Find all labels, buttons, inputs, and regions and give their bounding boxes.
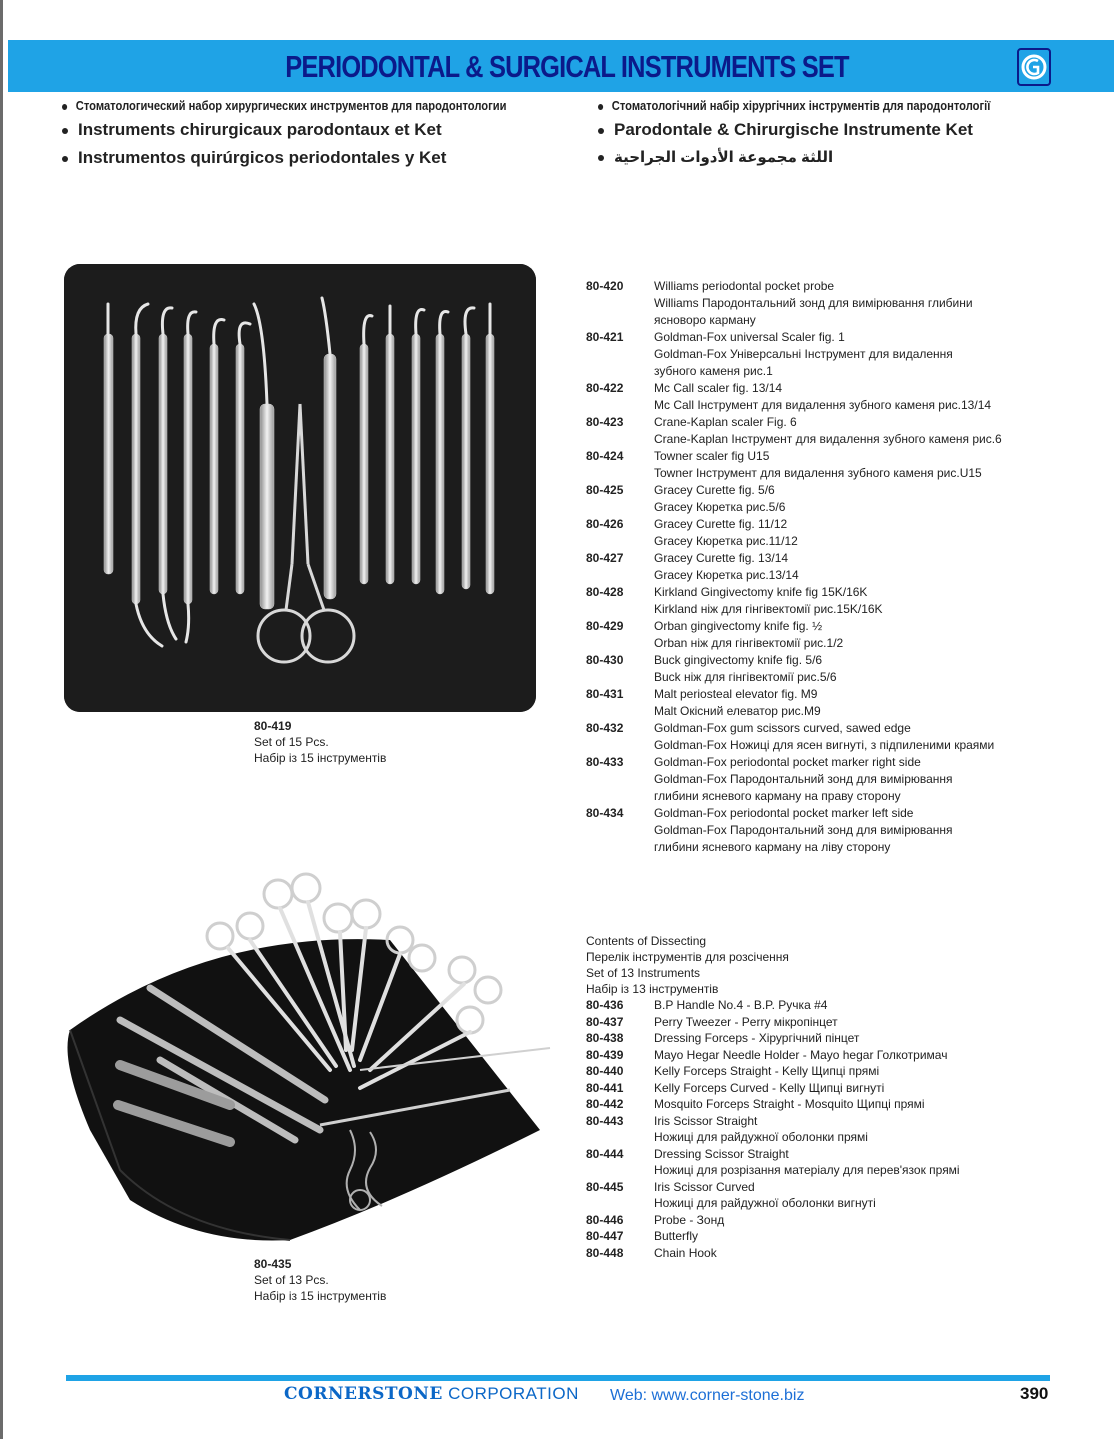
catalog-item: 80-422 Mc Call scaler fig. 13/14 Mc Call Інструмент для видалення зубного каменя рис.13/14 <box>586 381 992 412</box>
subtitles-right <box>598 98 1054 176</box>
dissect-item: 80-436 B.P Handle No.4 - B.P. Ручка #4 <box>586 998 828 1012</box>
set1-line1: Set of 15 Pcs. <box>254 735 329 749</box>
dissect-item: 80-447 Butterfly <box>586 1229 699 1243</box>
dissect-header-1: Contents of Dissecting <box>586 934 707 948</box>
set1-caption <box>254 718 386 766</box>
catalog-item: 80-433 Goldman-Fox periodontal pocket marker right side Goldman-Fox Пародонтальний зонд для вимірювання глибини ясневого карману на праву сторону <box>586 755 953 803</box>
dissecting-contents-list <box>586 933 1086 1261</box>
catalog-item: 80-428 Kirkland Gingivectomy knife fig 15K/16K Kirkland ніж для гінгівектомії рис.15K/16K <box>586 585 883 616</box>
page-border <box>0 0 3 1439</box>
catalog-item: 80-432 Goldman-Fox gum scissors curved, sawed edge Goldman-Fox Ножиці для ясен вигнуті, з підпиленими краями <box>586 721 995 752</box>
set2-line1: Set of 13 Pcs. <box>254 1273 329 1287</box>
dissect-header-4: Набір із 13 інструментів <box>586 982 719 996</box>
dissect-item: 80-443 Iris Scissor Straight Ножиці для райдужної оболонки прямі <box>586 1113 868 1144</box>
footer-rule <box>66 1375 1050 1381</box>
catalog-item: 80-420 Williams periodontal pocket probe Williams Пародонтальний зонд для вимірювання глибини ясноворо карману <box>586 279 973 327</box>
dissect-item: 80-446 Probe - Зонд <box>586 1212 725 1227</box>
page-number: 390 <box>1020 1384 1049 1403</box>
dissect-header-2: Перелік інструментів для розсічення <box>586 950 789 964</box>
brand-name-rest: CORPORATION <box>448 1384 579 1403</box>
catalog-item: 80-426 Gracey Curette fig. 11/12 Gracey Кюретка рис.11/12 <box>586 517 798 548</box>
catalog-item: 80-434 Goldman-Fox periodontal pocket marker left side Goldman-Fox Пародонтальний зонд для вимірювання глибини ясневого карману на ліву сторону <box>586 806 953 854</box>
subtitle-es: Instrumentos quirúrgicos periodontales y Ket <box>62 148 579 176</box>
brand-logo-icon <box>1017 48 1051 86</box>
catalog-item: 80-423 Crane-Kaplan scaler Fig. 6 Crane-Kaplan Інструмент для видалення зубного каменя рис.6 <box>586 415 1002 446</box>
dissect-item: 80-440 Kelly Forceps Straight - Kelly Щипці прямі <box>586 1064 880 1078</box>
periodontal-catalog-list <box>586 278 1086 856</box>
catalog-item: 80-430 Buck gingivectomy knife fig. 5/6 Buck ніж для гінгівектомії рис.5/6 <box>586 653 837 684</box>
footer-brand <box>284 1384 579 1404</box>
catalog-item: 80-421 Goldman-Fox universal Scaler fig. 1 Goldman-Fox Універсальні Інструмент для видалення зубного каменя рис.1 <box>586 330 953 378</box>
subtitle-ru: Стоматологический набор хирургических инструментов для пародонтологии <box>62 98 507 120</box>
dissect-item: 80-445 Iris Scissor Curved Ножиці для райдужної оболонки вигнуті <box>586 1179 876 1210</box>
dissect-item: 80-442 Mosquito Forceps Straight - Mosquito Щипці прямі <box>586 1097 925 1111</box>
set1-line2: Набір із 15 інструментів <box>254 751 387 765</box>
dissecting-set-photo <box>60 870 560 1255</box>
set2-code: 80-435 <box>254 1257 292 1271</box>
subtitle-uk: Стоматологічний набір хірургічних інструментів для пародонтології <box>598 98 990 120</box>
dissect-item: 80-438 Dressing Forceps - Хірургічний пінцет <box>586 1031 860 1045</box>
set2-caption <box>254 1256 386 1304</box>
catalog-item: 80-424 Towner scaler fig U15 Towner Інструмент для видалення зубного каменя рис.U15 <box>586 449 982 480</box>
dissect-header-3: Set of 13 Instruments <box>586 966 701 980</box>
subtitle-ar: اللثة مجموعة الأدوات الجراحية <box>598 148 1054 176</box>
page-title: PERIODONTAL & SURGICAL INSTRUMENTS SET <box>285 49 849 84</box>
header-banner <box>8 40 1114 92</box>
dissect-item: 80-448 Chain Hook <box>586 1245 717 1260</box>
subtitle-fr: Instruments chirurgicaux parodontaux et Ket <box>62 120 579 148</box>
subtitle-de: Parodontale & Chirurgische Instrumente Ket <box>598 120 1054 148</box>
dissect-item: 80-441 Kelly Forceps Curved - Kelly Щипці вигнуті <box>586 1080 885 1095</box>
brand-name-bold: CORNERSTONE <box>284 1384 443 1404</box>
periodontal-set-photo <box>64 264 536 712</box>
set1-code: 80-419 <box>254 719 292 733</box>
dissect-item: 80-439 Mayo Hegar Needle Holder - Mayo hegar Голкотримач <box>586 1047 948 1062</box>
catalog-item: 80-425 Gracey Curette fig. 5/6 Gracey Кюретка рис.5/6 <box>586 483 786 514</box>
footer-website-link[interactable]: Web: www.corner-stone.biz <box>610 1387 805 1404</box>
set2-line2: Набір із 15 інструментів <box>254 1289 387 1303</box>
dissect-item: 80-444 Dressing Scissor Straight Ножиці для розрізання матеріалу для перев'язок прямі <box>586 1146 960 1177</box>
catalog-item: 80-429 Orban gingivectomy knife fig. ½ Orban ніж для гінгівектомії рис.1/2 <box>586 619 844 650</box>
catalog-item: 80-431 Malt periosteal elevator fig. M9 Malt Окісний елеватор рис.M9 <box>586 687 821 718</box>
dissect-item: 80-437 Perry Tweezer - Perry мікропінцет <box>586 1014 838 1029</box>
catalog-item: 80-427 Gracey Curette fig. 13/14 Gracey Кюретка рис.13/14 <box>586 551 799 582</box>
subtitles-left <box>62 98 579 176</box>
